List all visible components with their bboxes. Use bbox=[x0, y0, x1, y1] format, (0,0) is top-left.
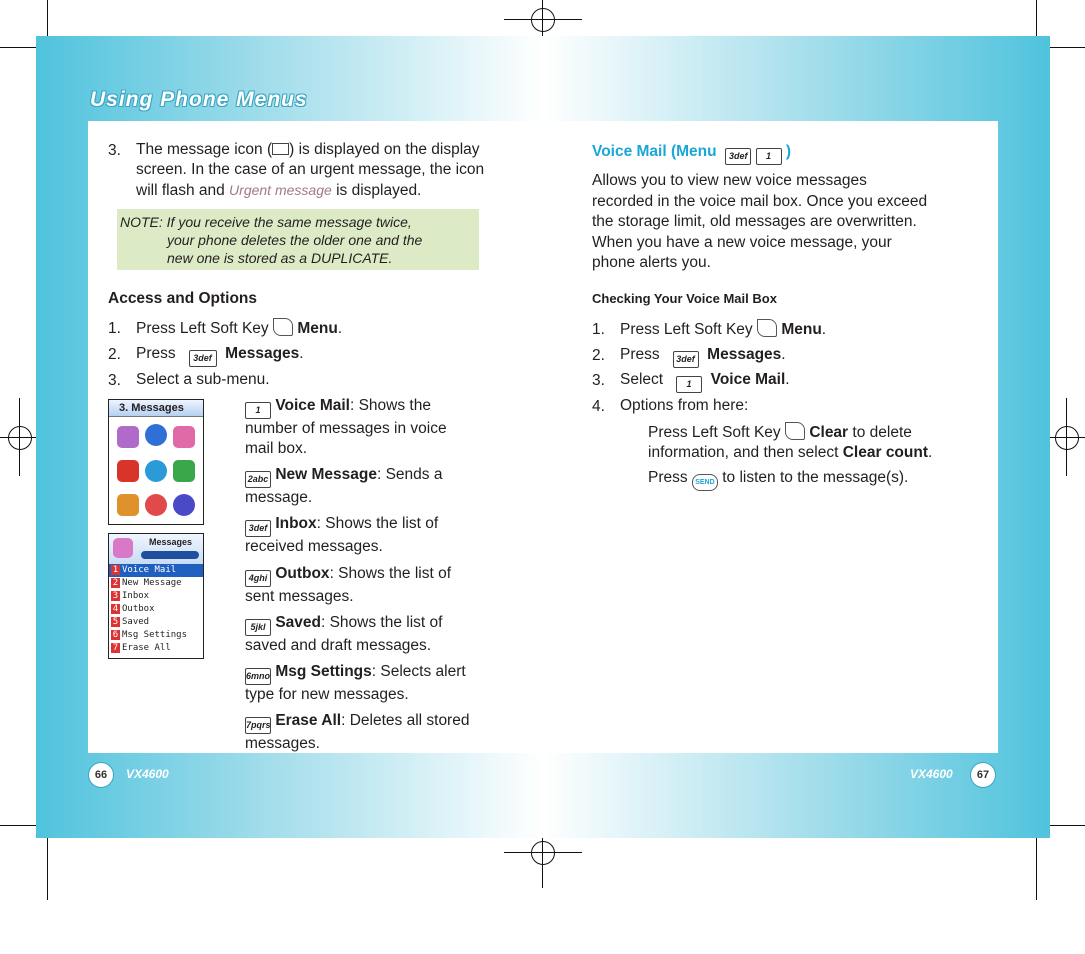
menu-item-number: 7 bbox=[112, 643, 119, 653]
key-6-icon: 6mno bbox=[245, 668, 271, 685]
submenu-description bbox=[245, 711, 495, 754]
submenu-desc: messages. bbox=[245, 735, 320, 752]
step-text: Options from here: bbox=[620, 397, 749, 414]
menu-item bbox=[109, 603, 203, 616]
menu-item-number: 2 bbox=[112, 578, 119, 588]
menu-item bbox=[109, 629, 203, 642]
intro-line: Allows you to view new voice messages bbox=[592, 172, 867, 189]
alert-icon bbox=[117, 460, 139, 482]
model-name-right: VX4600 bbox=[910, 767, 953, 781]
submenu-name: Inbox bbox=[275, 515, 317, 532]
crop-mark bbox=[1036, 838, 1037, 900]
page-number-left: 66 bbox=[88, 762, 114, 788]
crop-mark bbox=[1050, 47, 1085, 48]
envelope-icon bbox=[113, 538, 133, 558]
step-number: 3. bbox=[108, 372, 121, 389]
key-3-icon: 3def bbox=[673, 351, 699, 368]
key-3-icon: 3def bbox=[245, 520, 271, 537]
step-text: Select a sub-menu. bbox=[136, 371, 270, 388]
crop-mark bbox=[47, 0, 48, 36]
phone-icon bbox=[145, 424, 167, 446]
menu-item bbox=[109, 564, 203, 577]
send-key-icon: SEND bbox=[692, 474, 718, 491]
intro-line: recorded in the voice mail box. Once you exceed bbox=[592, 192, 928, 210]
submenu-desc: : Shows the bbox=[349, 397, 431, 414]
submenu-name: New Message bbox=[275, 466, 377, 483]
key-5-icon: 5jkl bbox=[245, 619, 271, 636]
intro-line: phone alerts you. bbox=[592, 254, 711, 271]
send-option-text: Press SEND to listen to the message(s). bbox=[648, 468, 908, 491]
left-soft-key-icon bbox=[273, 318, 293, 336]
key-2-icon: 2abc bbox=[245, 471, 271, 488]
submenu-desc: number of messages in voice bbox=[245, 420, 447, 437]
clear-option-text: Press Left Soft Key Clear to delete information, and then select Clear count. bbox=[648, 424, 933, 461]
menu-item bbox=[109, 577, 203, 590]
messages-menu-list bbox=[109, 564, 203, 655]
step-number: 2. bbox=[592, 347, 605, 364]
submenu-desc: mail box. bbox=[245, 440, 308, 457]
urgent-message-text: Urgent message bbox=[229, 182, 332, 198]
step-number: 1. bbox=[108, 320, 121, 337]
submenu-desc: received messages. bbox=[245, 538, 383, 555]
submenu-desc: : Selects alert bbox=[371, 663, 466, 680]
intro-line: the storage limit, old messages are overwritten. bbox=[592, 213, 917, 230]
menu-item-number: 4 bbox=[112, 604, 119, 614]
note-box bbox=[117, 209, 479, 270]
access-options-heading: Access and Options bbox=[108, 290, 258, 307]
submenu-name: Erase All bbox=[275, 712, 342, 729]
submenu-desc: type for new messages. bbox=[245, 686, 409, 703]
model-name-left: VX4600 bbox=[126, 767, 169, 781]
menu-item-label: Saved bbox=[122, 617, 150, 627]
crop-mark bbox=[1036, 0, 1037, 36]
step-text: Press 3def Messages. bbox=[136, 344, 304, 367]
voicemail-icon bbox=[117, 426, 139, 448]
envelope-icon bbox=[272, 143, 289, 155]
step-number: 3. bbox=[592, 372, 605, 389]
submenu-desc: : Sends a bbox=[376, 466, 443, 483]
step-number: 3. bbox=[108, 142, 121, 159]
submenu-desc: : Deletes all stored bbox=[341, 712, 470, 729]
scroll-indicator bbox=[141, 551, 199, 559]
menu-item bbox=[109, 616, 203, 629]
note-line: your phone deletes the older one and the bbox=[167, 232, 423, 248]
submenu-name: Voice Mail bbox=[275, 397, 350, 414]
message-icon-paragraph: The message icon ( ) is displayed on the display screen. In the case of an urgent message, the icon will flash and Urgent message is displayed. bbox=[136, 141, 485, 199]
step-number: 2. bbox=[108, 346, 121, 363]
screen-title: Messages bbox=[149, 537, 193, 547]
step-text: Select 1 Voice Mail. bbox=[620, 370, 790, 393]
submenu-name: Msg Settings bbox=[275, 663, 372, 680]
menu-item-label: New Message bbox=[122, 578, 182, 588]
registration-mark bbox=[1055, 426, 1079, 450]
submenu-description bbox=[245, 564, 495, 607]
info-icon bbox=[173, 494, 195, 516]
crop-mark bbox=[1050, 825, 1085, 826]
submenu-desc: sent messages. bbox=[245, 588, 354, 605]
page-title: Using Phone Menus bbox=[90, 88, 308, 111]
crop-mark bbox=[0, 47, 36, 48]
submenu-description bbox=[245, 662, 495, 705]
left-soft-key-icon bbox=[785, 422, 805, 440]
menu-item-label: Msg Settings bbox=[122, 630, 188, 640]
camera-icon bbox=[173, 460, 195, 482]
submenu-description bbox=[245, 396, 495, 459]
step-number: 1. bbox=[592, 321, 605, 338]
step-text: Press Left Soft Key Menu. bbox=[136, 320, 343, 337]
submenu-name: Saved bbox=[275, 614, 321, 631]
registration-mark bbox=[531, 841, 555, 865]
submenu-desc: message. bbox=[245, 489, 313, 506]
menu-item-label: Erase All bbox=[122, 643, 171, 653]
menu-item-number: 5 bbox=[112, 617, 119, 627]
key-3-icon: 3def bbox=[189, 350, 217, 367]
page-number-right: 67 bbox=[970, 762, 996, 788]
key-4-icon: 4ghi bbox=[245, 570, 271, 587]
menu-item bbox=[109, 590, 203, 603]
key-1-icon: 1 bbox=[245, 402, 271, 419]
crop-mark bbox=[0, 825, 36, 826]
screen-title: 3. Messages bbox=[109, 400, 203, 417]
note-line: new one is stored as a DUPLICATE. bbox=[167, 250, 393, 266]
phone-screen-messages-list bbox=[108, 533, 204, 659]
key-1-icon: 1 bbox=[676, 376, 702, 393]
submenu-description bbox=[245, 613, 495, 656]
menu-item bbox=[109, 642, 203, 655]
gear-icon bbox=[145, 494, 167, 516]
voice-mail-heading: Voice Mail (Menu 3def 1 ) bbox=[592, 143, 791, 165]
left-soft-key-icon bbox=[757, 319, 777, 337]
submenu-desc: : Shows the list of bbox=[320, 614, 443, 631]
screen-header bbox=[109, 534, 203, 564]
note-line: NOTE: If you receive the same message twice, bbox=[120, 214, 412, 230]
envelope-icon bbox=[173, 426, 195, 448]
phone-screen-icon-grid bbox=[108, 399, 204, 525]
submenu-name: Outbox bbox=[275, 565, 330, 582]
submenu-desc: : Shows the list of bbox=[329, 565, 452, 582]
submenu-desc: saved and draft messages. bbox=[245, 637, 432, 654]
checking-voicemail-heading: Checking Your Voice Mail Box bbox=[592, 291, 777, 306]
menu-item-number: 1 bbox=[112, 565, 119, 575]
menu-item-number: 6 bbox=[112, 630, 119, 640]
submenu-desc: : Shows the list of bbox=[316, 515, 439, 532]
menu-item-number: 3 bbox=[112, 591, 119, 601]
key-3-icon: 3def bbox=[725, 148, 751, 165]
registration-mark bbox=[531, 8, 555, 32]
submenu-description bbox=[245, 465, 495, 508]
intro-line: When you have a new voice message, your bbox=[592, 233, 892, 251]
step-number: 4. bbox=[592, 398, 605, 415]
menu-item-label: Inbox bbox=[122, 591, 150, 601]
step-text: Press 3def Messages. bbox=[620, 345, 786, 368]
tools-icon bbox=[117, 494, 139, 516]
step-text: Press Left Soft Key Menu. bbox=[620, 321, 827, 338]
key-7-icon: 7pqrs bbox=[245, 717, 271, 734]
submenu-description bbox=[245, 514, 495, 557]
menu-item-label: Outbox bbox=[122, 604, 155, 614]
globe-icon bbox=[145, 460, 167, 482]
menu-item-label: Voice Mail bbox=[122, 565, 177, 575]
crop-mark bbox=[47, 838, 48, 900]
registration-mark bbox=[8, 426, 32, 450]
key-1-icon: 1 bbox=[756, 148, 782, 165]
